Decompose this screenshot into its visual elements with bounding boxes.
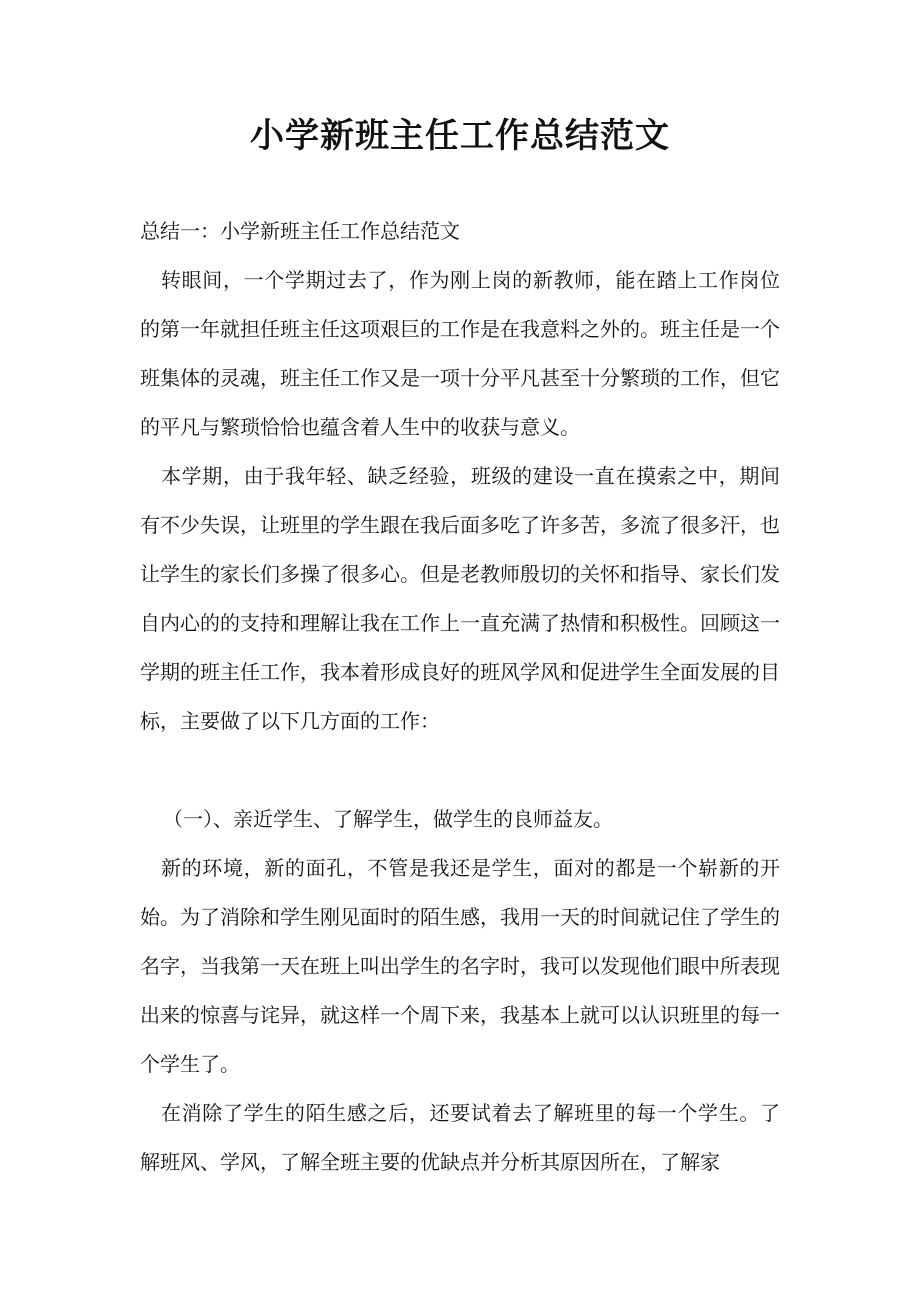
- document-title: 小学新班主任工作总结范文: [250, 116, 670, 156]
- document-body: [140, 207, 780, 1187]
- paragraph-understand-students: 在消除了学生的陌生感之后，还要试着去了解班里的每一个学生。了解班风、学风，了解全班主要的优缺点并分析其原因所在，了解家: [140, 1101, 780, 1174]
- subheading: （一）、亲近学生、了解学生，做学生的良师益友。: [163, 807, 613, 831]
- paragraph-semester: 本学期，由于我年轻、缺乏经验，班级的建设一直在摸索之中，期间有不少失误，让班里的学生跟在我后面多吃了许多苦，多流了很多汗，也让学生的家长们多操了很多心。但是老教师殷切的关怀和指导、家长们发自内心的的支持和理解让我在工作上一直充满了热情和积极性。回顾这一学期的班主任工作，我本着形成良好的班风学风和促进学生全面发展的目标，主要做了以下几方面的工作：: [140, 464, 780, 733]
- section-label: 总结一：小学新班主任工作总结范文: [140, 219, 460, 243]
- paragraph-new-environment: 新的环境，新的面孔，不管是我还是学生，面对的都是一个崭新的开始。为了消除和学生刚见面时的陌生感，我用一天的时间就记住了学生的名字，当我第一天在班上叫出学生的名字时，我可以发现他们眼中所表现出来的惊喜与诧异，就这样一个周下来，我基本上就可以认识班里的每一个学生了。: [140, 856, 780, 1076]
- paragraph-intro: 转眼间，一个学期过去了，作为刚上岗的新教师，能在踏上工作岗位的第一年就担任班主任这项艰巨的工作是在我意料之外的。班主任是一个班集体的灵魂，班主任工作又是一项十分平凡甚至十分繁琐的工作，但它的平凡与繁琐恰恰也蕴含着人生中的收获与意义。: [140, 268, 780, 439]
- paragraph-spacer: [140, 746, 780, 795]
